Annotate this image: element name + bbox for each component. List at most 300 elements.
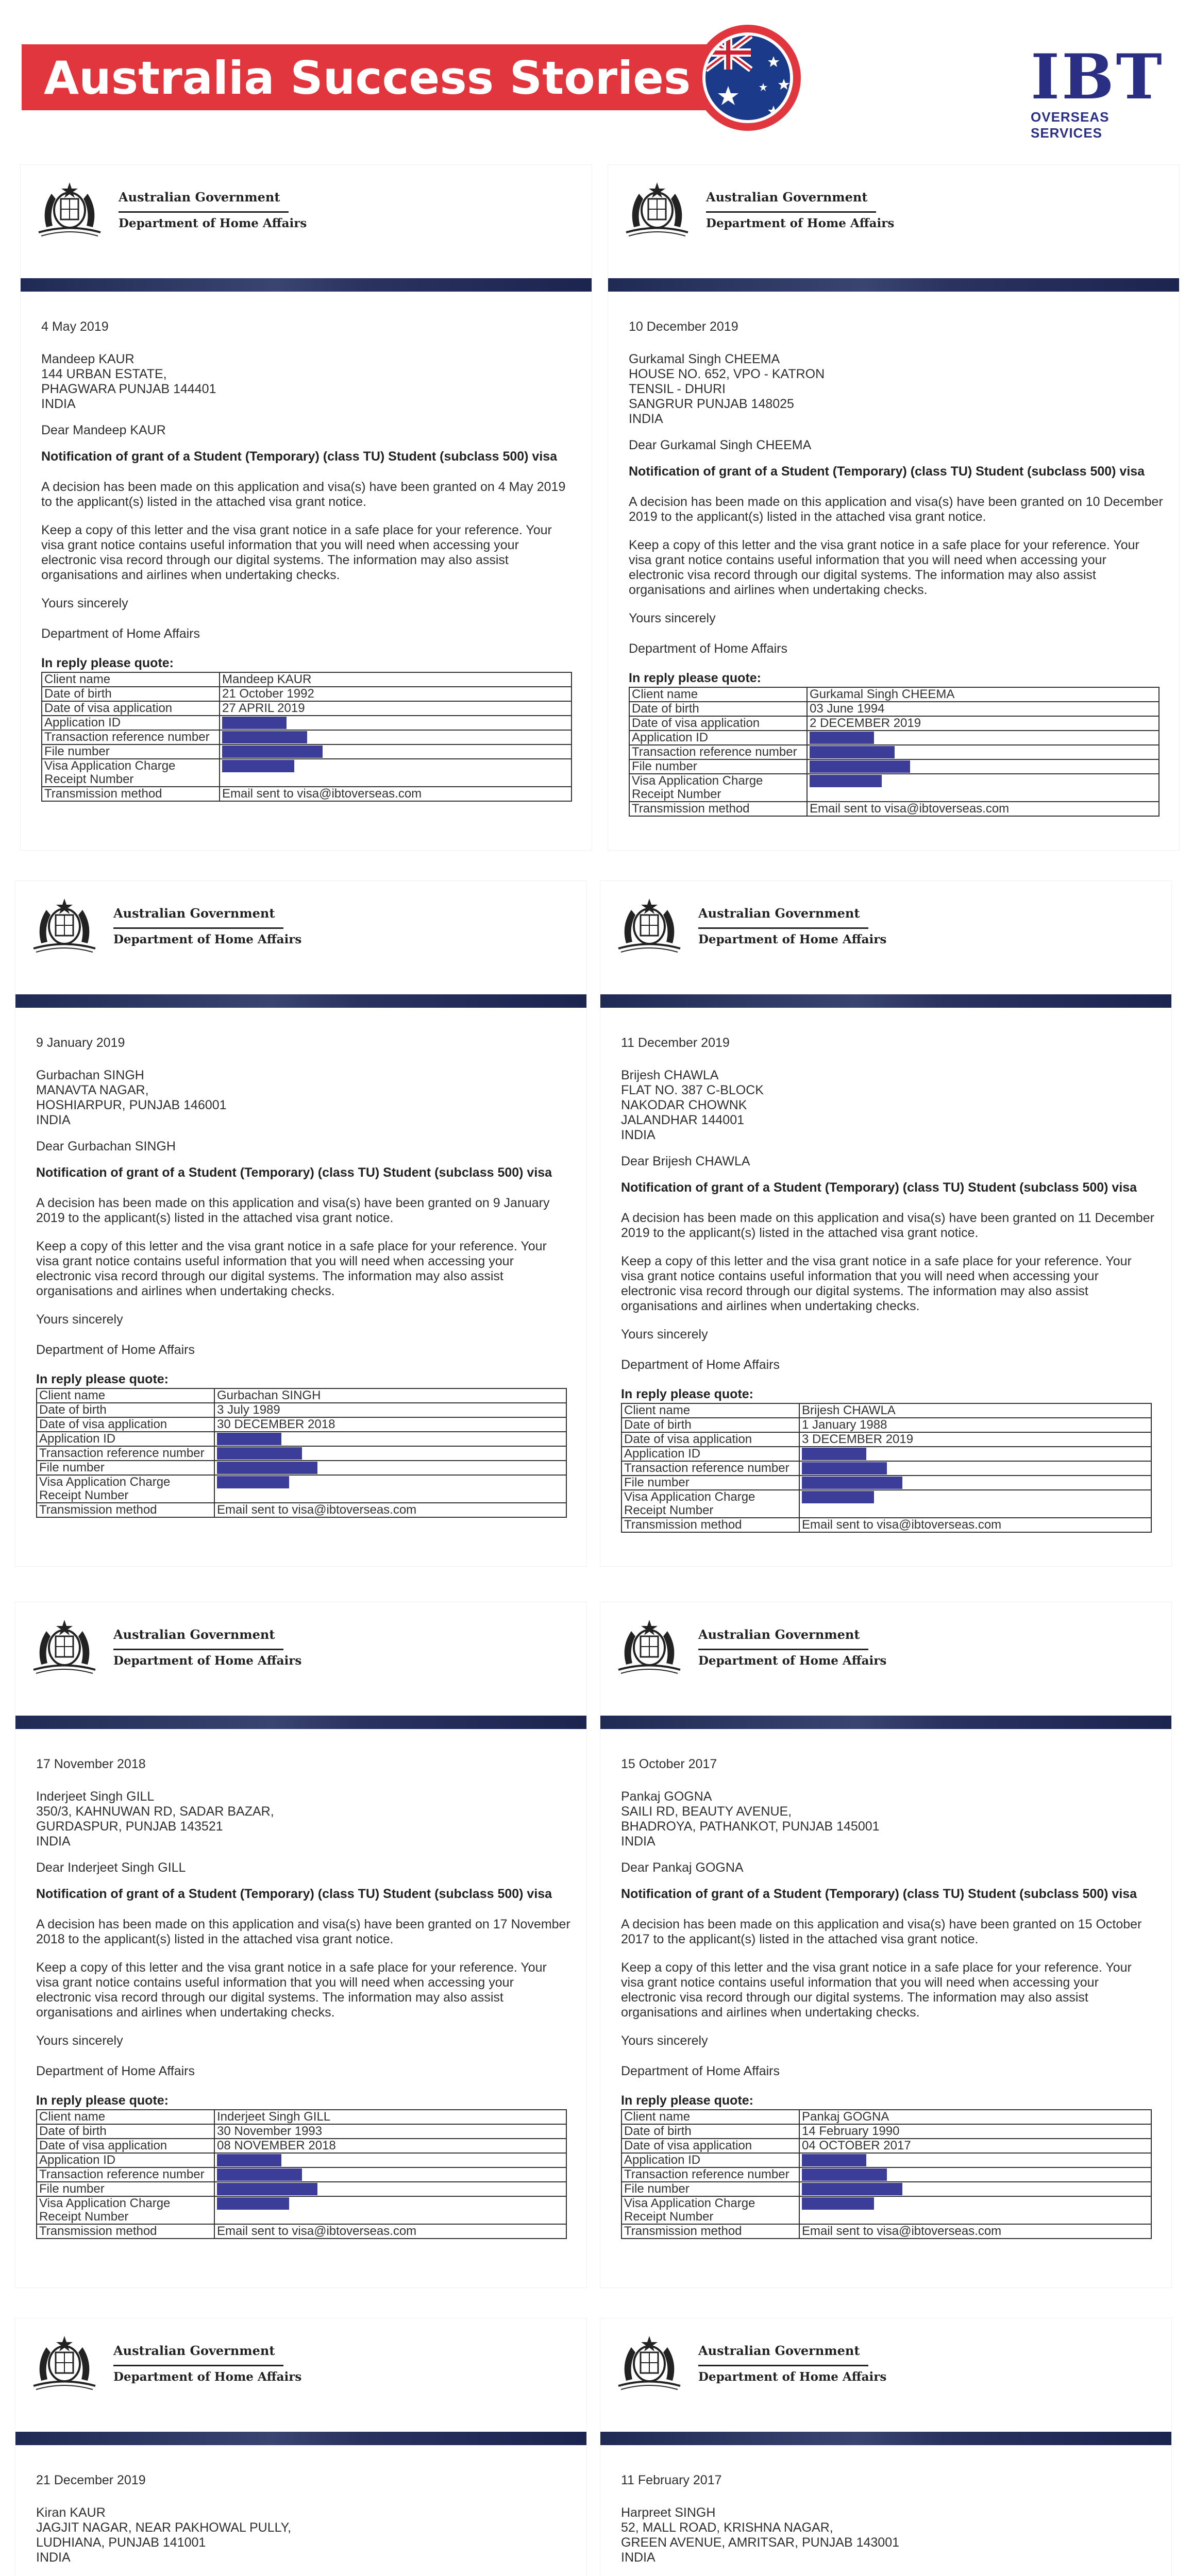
gov-name: Australian Government — [119, 190, 280, 205]
table-row — [37, 2182, 566, 2196]
divider — [113, 927, 283, 929]
keep-copy-paragraph: Keep a copy of this letter and the visa grant notice in a safe place for your reference. Your visa grant notice contains useful information that you will need when accessing your electronic visa record through our digital systems. The information may also assist organisations and airlines when undertaking checks. — [621, 1960, 1132, 2020]
coat-of-arms-icon — [26, 2332, 103, 2394]
reference-table — [629, 687, 1160, 817]
row-label: Visa Application Charge Receipt Number — [37, 2196, 214, 2224]
header-band — [600, 1716, 1171, 1729]
redaction-bar — [802, 2168, 887, 2181]
decision-paragraph: A decision has been made on this application and visa(s) have been granted on 17 November 2018 to the applicant(s) listed in the attached visa grant notice. — [36, 1917, 570, 1946]
coat-of-arms-icon — [611, 1616, 688, 1677]
application-id — [799, 1447, 1151, 1461]
application-id — [799, 2153, 1151, 2167]
quote-heading: In reply please quote: — [36, 1372, 169, 1386]
table-row — [621, 2224, 1151, 2239]
address-line: INDIA — [621, 1128, 656, 1142]
client-name: Gurbachan SINGH — [214, 1388, 566, 1403]
notification-heading: Notification of grant of a Student (Temporary) (class TU) Student (subclass 500) visa — [629, 464, 1145, 479]
redaction-bar — [222, 731, 307, 743]
address-line: INDIA — [621, 1834, 656, 1849]
address-line: Gurkamal Singh CHEEMA — [629, 352, 780, 366]
address-line: 52, MALL ROAD, KRISHNA NAGAR, — [621, 2520, 833, 2535]
table-row — [629, 802, 1159, 816]
row-label: Visa Application Charge Receipt Number — [621, 2196, 799, 2224]
transaction-reference-number — [220, 730, 572, 744]
coat-of-arms-icon — [611, 2332, 688, 2394]
transmission-method: Email sent to visa@ibtoverseas.com — [220, 787, 572, 801]
gov-name: Australian Government — [706, 190, 868, 205]
address-line: JAGJIT NAGAR, NEAR PAKHOWAL PULLY, — [36, 2520, 292, 2535]
redaction-bar — [217, 1433, 281, 1445]
gov-name: Australian Government — [698, 906, 860, 921]
header-band — [15, 1716, 586, 1729]
ibt-logo[interactable] — [1031, 41, 1165, 141]
transmission-method: Email sent to visa@ibtoverseas.com — [807, 802, 1159, 816]
table-row — [621, 1518, 1151, 1532]
address-line: SAILI RD, BEAUTY AVENUE, — [621, 1804, 792, 1819]
redaction-bar — [810, 732, 874, 744]
date-of-visa-application: 3 DECEMBER 2019 — [799, 1432, 1151, 1447]
table-row — [621, 2139, 1151, 2153]
address-line: Kiran KAUR — [36, 2505, 106, 2520]
table-row — [37, 1388, 566, 1403]
date-of-birth: 1 January 1988 — [799, 1418, 1151, 1432]
address-line: NAKODAR CHOWNK — [621, 1098, 747, 1112]
row-label: Date of visa application — [37, 1417, 214, 1432]
header-band — [600, 994, 1171, 1008]
gov-department: Department of Home Affairs — [698, 2370, 887, 2384]
address-line: Pankaj GOGNA — [621, 1789, 712, 1804]
table-row — [621, 1490, 1151, 1518]
visa-grant-letter — [600, 1602, 1171, 2287]
address-line: BHADROYA, PATHANKOT, PUNJAB 145001 — [621, 1819, 880, 1834]
receipt-number — [807, 774, 1159, 802]
quote-heading: In reply please quote: — [36, 2093, 169, 2108]
file-number — [807, 759, 1159, 774]
divider — [113, 1649, 283, 1650]
row-label: Transaction reference number — [37, 1446, 214, 1461]
redaction-bar — [217, 2197, 289, 2210]
file-number — [214, 1461, 566, 1475]
letter-body — [621, 2473, 1157, 2576]
salutation: Dear Gurkamal Singh CHEEMA — [629, 438, 812, 452]
table-row — [629, 774, 1159, 802]
table-row — [629, 716, 1159, 731]
header-band — [15, 2432, 586, 2445]
address-line: TENSIL - DHURI — [629, 382, 726, 396]
redaction-bar — [222, 760, 294, 772]
keep-copy-paragraph: Keep a copy of this letter and the visa grant notice in a safe place for your reference. Your visa grant notice contains useful information that you will need when accessing your electronic visa record through our digital systems. The information may also assist organisations and airlines when undertaking checks. — [41, 523, 552, 582]
application-id — [214, 2153, 566, 2167]
row-label: Visa Application Charge Receipt Number — [629, 774, 807, 802]
row-label: Date of visa application — [37, 2139, 214, 2153]
transaction-reference-number — [799, 2167, 1151, 2182]
row-label: Transmission method — [42, 787, 220, 801]
transmission-method: Email sent to visa@ibtoverseas.com — [214, 1503, 566, 1517]
table-row — [629, 759, 1159, 774]
salutation: Dear Inderjeet Singh GILL — [36, 1860, 186, 1875]
row-label: Date of visa application — [42, 701, 220, 716]
gov-name: Australian Government — [113, 906, 275, 921]
row-label: Client name — [629, 687, 807, 702]
decision-paragraph: A decision has been made on this application and visa(s) have been granted on 4 May 2019 to the applicant(s) listed in the attached visa grant notice. — [41, 480, 566, 509]
row-label: Date of birth — [621, 1418, 799, 1432]
redaction-bar — [217, 2154, 281, 2166]
client-name: Mandeep KAUR — [220, 672, 572, 687]
row-label: Application ID — [621, 2153, 799, 2167]
table-row — [621, 2182, 1151, 2196]
receipt-number — [799, 1490, 1151, 1518]
row-label: Visa Application Charge Receipt Number — [621, 1490, 799, 1518]
coat-of-arms-icon — [611, 894, 688, 956]
row-label: Date of birth — [37, 1403, 214, 1417]
visa-grant-letter — [15, 1602, 586, 2287]
receipt-number — [214, 2196, 566, 2224]
redaction-bar — [222, 717, 287, 729]
table-row — [621, 2196, 1151, 2224]
recipient-address — [621, 1068, 1157, 1143]
client-name: Pankaj GOGNA — [799, 2110, 1151, 2124]
row-label: Date of birth — [37, 2124, 214, 2139]
row-label: Client name — [621, 1403, 799, 1418]
table-row — [621, 1461, 1151, 1476]
letter-date: 10 December 2019 — [629, 319, 738, 334]
row-label: Transaction reference number — [621, 2167, 799, 2182]
salutation: Dear Gurbachan SINGH — [36, 1139, 176, 1154]
gov-department: Department of Home Affairs — [698, 1654, 887, 1668]
date-of-birth: 21 October 1992 — [220, 687, 572, 701]
address-line: MANAVTA NAGAR, — [36, 1083, 149, 1097]
recipient-address — [36, 1789, 572, 1849]
notification-heading: Notification of grant of a Student (Temporary) (class TU) Student (subclass 500) visa — [621, 1887, 1137, 1901]
row-label: Application ID — [621, 1447, 799, 1461]
gov-name: Australian Government — [113, 2343, 275, 2358]
table-row — [629, 731, 1159, 745]
table-row — [42, 672, 572, 687]
signatory-department: Department of Home Affairs — [621, 2064, 780, 2078]
page-title: Australia Success Stories — [44, 52, 691, 105]
address-line: Mandeep KAUR — [41, 352, 135, 366]
gov-department: Department of Home Affairs — [706, 216, 895, 230]
redaction-bar — [217, 1462, 317, 1474]
row-label: Date of birth — [42, 687, 220, 701]
header-band — [21, 278, 592, 292]
row-label: File number — [37, 1461, 214, 1475]
letter-body — [629, 319, 1165, 817]
client-name: Gurkamal Singh CHEEMA — [807, 687, 1159, 702]
letter-date: 15 October 2017 — [621, 1757, 717, 1771]
decision-paragraph: A decision has been made on this application and visa(s) have been granted on 10 December 2019 to the applicant(s) listed in the attached visa grant notice. — [629, 495, 1163, 524]
date-of-birth: 03 June 1994 — [807, 702, 1159, 716]
gov-department: Department of Home Affairs — [113, 1654, 302, 1668]
australia-flag-icon — [695, 25, 801, 131]
table-row — [37, 2167, 566, 2182]
brand-name: IBT — [1031, 41, 1164, 113]
transaction-reference-number — [214, 1446, 566, 1461]
sign-off: Yours sincerely — [41, 596, 128, 611]
date-of-visa-application: 2 DECEMBER 2019 — [807, 716, 1159, 731]
row-label: Transmission method — [621, 2224, 799, 2239]
divider — [113, 2365, 283, 2366]
redaction-bar — [802, 1462, 887, 1475]
redaction-bar — [217, 1476, 289, 1488]
table-row — [629, 702, 1159, 716]
address-line: 144 URBAN ESTATE, — [41, 367, 167, 381]
address-line: INDIA — [36, 1834, 71, 1849]
notification-heading: Notification of grant of a Student (Temporary) (class TU) Student (subclass 500) visa — [41, 449, 558, 464]
date-of-visa-application: 30 DECEMBER 2018 — [214, 1417, 566, 1432]
file-number — [799, 2182, 1151, 2196]
redaction-bar — [802, 2154, 866, 2166]
table-row — [621, 1476, 1151, 1490]
client-name: Inderjeet Singh GILL — [214, 2110, 566, 2124]
notification-heading: Notification of grant of a Student (Temporary) (class TU) Student (subclass 500) visa — [36, 1887, 552, 1901]
address-line: FLAT NO. 387 C-BLOCK — [621, 1083, 764, 1097]
row-label: Visa Application Charge Receipt Number — [42, 759, 220, 787]
recipient-address — [621, 1789, 1157, 1849]
row-label: Transmission method — [629, 802, 807, 816]
transmission-method: Email sent to visa@ibtoverseas.com — [214, 2224, 566, 2239]
quote-heading: In reply please quote: — [621, 2093, 754, 2108]
transmission-method: Email sent to visa@ibtoverseas.com — [799, 2224, 1151, 2239]
row-label: Application ID — [629, 731, 807, 745]
reference-table — [621, 1403, 1152, 1533]
notification-heading: Notification of grant of a Student (Temporary) (class TU) Student (subclass 500) visa — [621, 1180, 1137, 1195]
table-row — [629, 745, 1159, 759]
row-label: Application ID — [37, 2153, 214, 2167]
row-label: File number — [621, 2182, 799, 2196]
table-row — [621, 2167, 1151, 2182]
row-label: Client name — [42, 672, 220, 687]
table-row — [37, 1503, 566, 1517]
address-line: Inderjeet Singh GILL — [36, 1789, 155, 1804]
divider — [119, 211, 289, 213]
reference-table — [36, 1388, 567, 1518]
table-row — [621, 2153, 1151, 2167]
signatory-department: Department of Home Affairs — [36, 2064, 195, 2078]
row-label: File number — [621, 1476, 799, 1490]
address-line: 350/3, KAHNUWAN RD, SADAR BAZAR, — [36, 1804, 274, 1819]
row-label: Client name — [621, 2110, 799, 2124]
row-label: Transaction reference number — [37, 2167, 214, 2182]
brand-subtitle: OVERSEAS SERVICES — [1031, 109, 1110, 141]
coat-of-arms-icon — [26, 1616, 103, 1677]
divider — [706, 211, 876, 213]
row-label: File number — [42, 744, 220, 759]
divider — [698, 927, 868, 929]
row-label: Date of birth — [621, 2124, 799, 2139]
gov-name: Australian Government — [698, 1627, 860, 1642]
salutation: Dear Brijesh CHAWLA — [621, 1154, 750, 1168]
row-label: Transmission method — [621, 1518, 799, 1532]
quote-heading: In reply please quote: — [41, 656, 174, 670]
letter-date: 21 December 2019 — [36, 2473, 146, 2487]
address-line: INDIA — [629, 412, 663, 426]
table-row — [621, 2110, 1151, 2124]
sign-off: Yours sincerely — [621, 2033, 708, 2048]
quote-heading: In reply please quote: — [629, 671, 762, 685]
decision-paragraph: A decision has been made on this application and visa(s) have been granted on 11 December 2019 to the applicant(s) listed in the attached visa grant notice. — [621, 1211, 1154, 1240]
row-label: Date of visa application — [621, 2139, 799, 2153]
row-label: Transaction reference number — [42, 730, 220, 744]
visa-grant-letter — [608, 165, 1179, 850]
file-number — [220, 744, 572, 759]
letter-date: 17 November 2018 — [36, 1757, 146, 1771]
table-row — [37, 1417, 566, 1432]
date-of-birth: 3 July 1989 — [214, 1403, 566, 1417]
header-band — [600, 2432, 1171, 2445]
letter-date: 9 January 2019 — [36, 1036, 125, 1050]
visa-grant-letter — [21, 165, 592, 850]
row-label: Transaction reference number — [621, 1461, 799, 1476]
row-label: Visa Application Charge Receipt Number — [37, 1475, 214, 1503]
divider — [698, 1649, 868, 1650]
sign-off: Yours sincerely — [36, 1312, 123, 1327]
redaction-bar — [810, 746, 895, 758]
row-label: Client name — [37, 2110, 214, 2124]
receipt-number — [214, 1475, 566, 1503]
receipt-number — [799, 2196, 1151, 2224]
address-line: INDIA — [36, 2550, 71, 2565]
sign-off: Yours sincerely — [621, 1327, 708, 1342]
table-row — [42, 759, 572, 787]
letter-date: 4 May 2019 — [41, 319, 109, 334]
letter-body — [41, 319, 577, 802]
header-band — [15, 994, 586, 1008]
table-row — [37, 2224, 566, 2239]
reference-table — [41, 672, 572, 802]
sign-off: Yours sincerely — [36, 2033, 123, 2048]
redaction-bar — [217, 1447, 302, 1460]
receipt-number — [220, 759, 572, 787]
redaction-bar — [802, 1448, 866, 1460]
date-of-visa-application: 08 NOVEMBER 2018 — [214, 2139, 566, 2153]
letter-date: 11 February 2017 — [621, 2473, 722, 2487]
date-of-birth: 14 February 1990 — [799, 2124, 1151, 2139]
address-line: INDIA — [41, 397, 76, 411]
letter-body — [36, 1036, 572, 1518]
redaction-bar — [802, 2197, 874, 2210]
table-row — [37, 2139, 566, 2153]
table-row — [37, 2153, 566, 2167]
file-number — [214, 2182, 566, 2196]
redaction-bar — [802, 1477, 902, 1489]
transaction-reference-number — [799, 1461, 1151, 1476]
redaction-bar — [810, 760, 910, 773]
recipient-address — [629, 352, 1165, 427]
gov-department: Department of Home Affairs — [698, 933, 887, 946]
coat-of-arms-icon — [31, 178, 108, 240]
decision-paragraph: A decision has been made on this application and visa(s) have been granted on 15 October 2017 to the applicant(s) listed in the attached visa grant notice. — [621, 1917, 1142, 1946]
table-row — [37, 1475, 566, 1503]
letter-date: 11 December 2019 — [621, 1036, 730, 1050]
quote-heading: In reply please quote: — [621, 1387, 754, 1401]
table-row — [42, 716, 572, 730]
row-label: File number — [629, 759, 807, 774]
table-row — [42, 730, 572, 744]
redaction-bar — [802, 1491, 874, 1503]
table-row — [37, 2110, 566, 2124]
transaction-reference-number — [214, 2167, 566, 2182]
date-of-birth: 30 November 1993 — [214, 2124, 566, 2139]
row-label: Transmission method — [37, 2224, 214, 2239]
letter-body — [36, 1757, 572, 2239]
application-id — [214, 1432, 566, 1446]
application-id — [807, 731, 1159, 745]
gov-department: Department of Home Affairs — [113, 933, 302, 946]
coat-of-arms-icon — [26, 894, 103, 956]
address-line: HOUSE NO. 652, VPO - KATRON — [629, 367, 825, 381]
visa-grant-letter — [15, 881, 586, 1566]
coat-of-arms-icon — [618, 178, 696, 240]
table-row — [42, 687, 572, 701]
letter-body — [621, 1036, 1157, 1533]
address-line: LUDHIANA, PUNJAB 141001 — [36, 2535, 206, 2550]
redaction-bar — [802, 2183, 902, 2195]
decision-paragraph: A decision has been made on this application and visa(s) have been granted on 9 January 2019 to the applicant(s) listed in the attached visa grant notice. — [36, 1196, 550, 1225]
redaction-bar — [810, 775, 882, 787]
signatory-department: Department of Home Affairs — [36, 1343, 195, 1357]
redaction-bar — [217, 2168, 302, 2181]
visa-grant-letter — [600, 881, 1171, 1566]
recipient-address — [36, 2505, 572, 2565]
row-label: Application ID — [42, 716, 220, 730]
date-of-visa-application: 27 APRIL 2019 — [220, 701, 572, 716]
table-row — [621, 1403, 1151, 1418]
transmission-method: Email sent to visa@ibtoverseas.com — [799, 1518, 1151, 1532]
address-line: Harpreet SINGH — [621, 2505, 716, 2520]
row-label: Transmission method — [37, 1503, 214, 1517]
keep-copy-paragraph: Keep a copy of this letter and the visa grant notice in a safe place for your reference. Your visa grant notice contains useful information that you will need when accessing your electronic visa record through our digital systems. The information may also assist organisations and airlines when undertaking checks. — [36, 1239, 547, 1298]
gov-name: Australian Government — [113, 1627, 275, 1642]
redaction-bar — [222, 745, 323, 758]
gov-department: Department of Home Affairs — [119, 216, 307, 230]
redaction-bar — [217, 2183, 317, 2195]
reference-table — [621, 2109, 1152, 2239]
row-label: Client name — [37, 1388, 214, 1403]
table-row — [42, 787, 572, 801]
table-row — [37, 1461, 566, 1475]
table-row — [621, 1432, 1151, 1447]
address-line: Brijesh CHAWLA — [621, 1068, 719, 1082]
table-row — [37, 1432, 566, 1446]
row-label: Date of visa application — [629, 716, 807, 731]
client-name: Brijesh CHAWLA — [799, 1403, 1151, 1418]
address-line: SANGRUR PUNJAB 148025 — [629, 397, 794, 411]
row-label: File number — [37, 2182, 214, 2196]
keep-copy-paragraph: Keep a copy of this letter and the visa grant notice in a safe place for your reference. Your visa grant notice contains useful information that you will need when accessing your electronic visa record through our digital systems. The information may also assist organisations and airlines when undertaking checks. — [629, 538, 1139, 597]
sign-off: Yours sincerely — [629, 611, 716, 625]
keep-copy-paragraph: Keep a copy of this letter and the visa grant notice in a safe place for your reference. Your visa grant notice contains useful information that you will need when accessing your electronic visa record through our digital systems. The information may also assist organisations and airlines when undertaking checks. — [621, 1254, 1132, 1313]
address-line: Gurbachan SINGH — [36, 1068, 144, 1082]
file-number — [799, 1476, 1151, 1490]
address-line: INDIA — [36, 1113, 71, 1127]
row-label: Date of visa application — [621, 1432, 799, 1447]
table-row — [621, 2124, 1151, 2139]
visa-grant-letter — [600, 2318, 1171, 2576]
signatory-department: Department of Home Affairs — [629, 641, 788, 656]
salutation: Dear Mandeep KAUR — [41, 423, 166, 437]
application-id — [220, 716, 572, 730]
table-row — [37, 2196, 566, 2224]
table-row — [37, 1446, 566, 1461]
divider — [698, 2365, 868, 2366]
address-line: GURDASPUR, PUNJAB 143521 — [36, 1819, 223, 1834]
address-line: JALANDHAR 144001 — [621, 1113, 745, 1127]
gov-name: Australian Government — [698, 2343, 860, 2358]
letter-body — [36, 2473, 572, 2576]
letter-body — [621, 1757, 1157, 2239]
signatory-department: Department of Home Affairs — [621, 1358, 780, 1372]
